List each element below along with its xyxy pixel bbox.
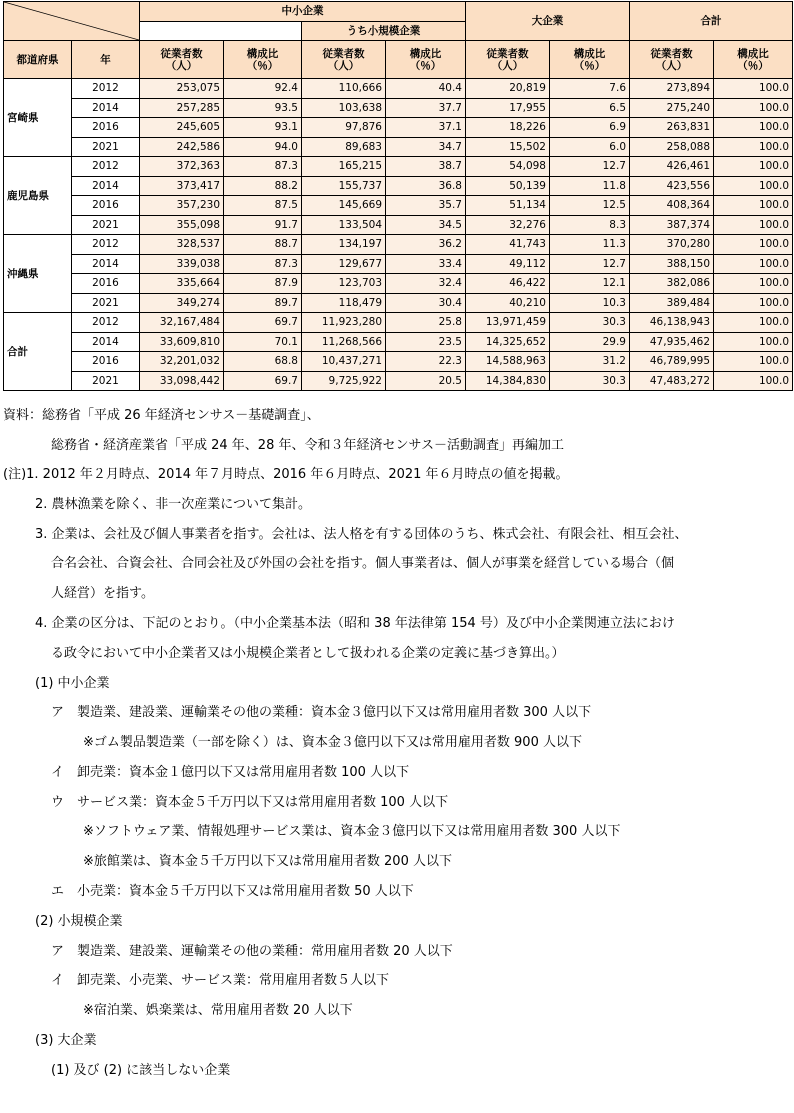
value-cell-small: 110,666 [302, 79, 386, 99]
header-employees-unit: （人） [327, 59, 360, 72]
value-cell-large: 32,276 [466, 215, 550, 235]
value-cell-sme-r: 93.1 [224, 118, 302, 138]
header-employees-unit: （人） [655, 59, 688, 72]
value-cell-total: 387,374 [630, 215, 714, 235]
value-cell-small: 103,638 [302, 98, 386, 118]
value-cell-sme: 372,363 [140, 157, 224, 177]
year-cell: 2012 [72, 313, 140, 333]
table-row [4, 79, 793, 99]
year-cell: 2021 [72, 215, 140, 235]
header-prefecture: 都道府県 [4, 41, 72, 79]
note-4a: 4. 企業の区分は、下記のとおり。（中小企業基本法（昭和 38 年法律第 154 号）及び中小企業関連立法におけ [35, 616, 675, 631]
value-cell-sme-r: 68.8 [224, 352, 302, 372]
note-2: 2. 農林漁業を除く、非一次産業について集計。 [35, 497, 312, 512]
year-cell: 2021 [72, 137, 140, 157]
value-cell-small-r: 30.4 [386, 293, 466, 313]
header-small-employees [302, 41, 386, 79]
value-cell-small-r: 37.1 [386, 118, 466, 138]
header-year: 年 [72, 41, 140, 79]
header-large-employees [466, 41, 550, 79]
value-cell-total-r: 100.0 [714, 332, 793, 352]
value-cell-large: 49,112 [466, 254, 550, 274]
value-cell-large: 13,971,459 [466, 313, 550, 333]
value-cell-large: 40,210 [466, 293, 550, 313]
value-cell-total: 382,086 [630, 274, 714, 294]
value-cell-small: 129,677 [302, 254, 386, 274]
value-cell-sme: 335,664 [140, 274, 224, 294]
year-cell: 2012 [72, 79, 140, 99]
year-cell: 2016 [72, 352, 140, 372]
header-large-ratio [550, 41, 630, 79]
value-cell-large-r: 30.3 [550, 371, 630, 391]
value-cell-total-r: 100.0 [714, 352, 793, 372]
value-cell-sme-r: 94.0 [224, 137, 302, 157]
year-cell: 2021 [72, 293, 140, 313]
value-cell-small: 97,876 [302, 118, 386, 138]
header-small-ratio [386, 41, 466, 79]
small-item-b-note: ※宿泊業、娯楽業は、常用雇用者数 20 人以下 [83, 1003, 353, 1018]
value-cell-sme-r: 88.7 [224, 235, 302, 255]
value-cell-large: 15,502 [466, 137, 550, 157]
value-cell-sme: 339,038 [140, 254, 224, 274]
value-cell-small-r: 33.4 [386, 254, 466, 274]
table-row [4, 235, 793, 255]
value-cell-sme-r: 87.3 [224, 254, 302, 274]
header-sme: 中小企業 [140, 2, 466, 22]
value-cell-small-r: 35.7 [386, 196, 466, 216]
value-cell-large: 51,134 [466, 196, 550, 216]
table-row [4, 352, 793, 372]
table-row [4, 98, 793, 118]
header-employees-unit: （人） [165, 59, 198, 72]
value-cell-large-r: 12.7 [550, 254, 630, 274]
value-cell-small: 118,479 [302, 293, 386, 313]
value-cell-total: 46,138,943 [630, 313, 714, 333]
header-total-ratio [714, 41, 793, 79]
header-ratio-label: 構成比 [409, 47, 442, 60]
value-cell-small: 11,923,280 [302, 313, 386, 333]
value-cell-sme: 245,605 [140, 118, 224, 138]
header-sme-employees [140, 41, 224, 79]
table-row [4, 371, 793, 391]
header-employees-label: 従業者数 [650, 47, 693, 60]
value-cell-large-r: 29.9 [550, 332, 630, 352]
sme-item-a: ア 製造業、建設業、運輸業その他の業種：資本金３億円以下又は常用雇用者数 300 人以下 [51, 705, 592, 720]
value-cell-small-r: 34.5 [386, 215, 466, 235]
value-cell-total: 388,150 [630, 254, 714, 274]
value-cell-sme-r: 87.9 [224, 274, 302, 294]
value-cell-total-r: 100.0 [714, 118, 793, 138]
header-sme-ratio [224, 41, 302, 79]
value-cell-large: 20,819 [466, 79, 550, 99]
value-cell-small-r: 20.5 [386, 371, 466, 391]
header-employees-unit: （人） [491, 59, 524, 72]
sme-item-a-note: ※ゴム製品製造業（一部を除く）は、資本金３億円以下又は常用雇用者数 900 人以下 [83, 735, 582, 750]
value-cell-large: 41,743 [466, 235, 550, 255]
table-row [4, 137, 793, 157]
value-cell-total: 47,483,272 [630, 371, 714, 391]
corner-diagonal [4, 2, 139, 40]
year-cell: 2014 [72, 98, 140, 118]
value-cell-large: 14,325,652 [466, 332, 550, 352]
value-cell-total: 389,484 [630, 293, 714, 313]
header-large: 大企業 [466, 2, 630, 41]
value-cell-total: 423,556 [630, 176, 714, 196]
value-cell-total-r: 100.0 [714, 235, 793, 255]
note-4b: る政令において中小企業者又は小規模企業者として扱われる企業の定義に基づき算出。） [51, 646, 565, 661]
value-cell-total: 426,461 [630, 157, 714, 177]
header-ratio-unit: （％） [246, 59, 279, 72]
header-ratio-label: 構成比 [737, 47, 769, 60]
prefecture-cell: 合計 [4, 313, 72, 391]
value-cell-small: 165,215 [302, 157, 386, 177]
year-cell: 2014 [72, 254, 140, 274]
value-cell-sme-r: 69.7 [224, 313, 302, 333]
table-row [4, 157, 793, 177]
value-cell-total-r: 100.0 [714, 196, 793, 216]
header-employees-label: 従業者数 [160, 47, 203, 60]
note-3a: 3. 企業は、会社及び個人事業者を指す。会社は、法人格を有する団体のうち、株式会社、有限会社、相互会社、 [35, 527, 688, 542]
value-cell-large-r: 6.5 [550, 98, 630, 118]
value-cell-sme-r: 92.4 [224, 79, 302, 99]
corner-cell [4, 2, 140, 41]
value-cell-sme-r: 70.1 [224, 332, 302, 352]
value-cell-large: 54,098 [466, 157, 550, 177]
header-total-employees [630, 41, 714, 79]
sme-item-c-note-1: ※ソフトウェア業、情報処理サービス業は、資本金３億円以下又は常用雇用者数 300 人以下 [83, 824, 621, 839]
value-cell-sme-r: 88.2 [224, 176, 302, 196]
year-cell: 2014 [72, 176, 140, 196]
table-row [4, 118, 793, 138]
value-cell-total-r: 100.0 [714, 274, 793, 294]
value-cell-large-r: 7.6 [550, 79, 630, 99]
value-cell-total-r: 100.0 [714, 371, 793, 391]
value-cell-large-r: 8.3 [550, 215, 630, 235]
value-cell-total-r: 100.0 [714, 293, 793, 313]
section-sme: (1) 中小企業 [35, 676, 110, 691]
value-cell-small: 9,725,922 [302, 371, 386, 391]
note-3b: 合名会社、合資会社、合同会社及び外国の会社を指す。個人事業者は、個人が事業を経営している場合（個 [51, 556, 674, 571]
value-cell-sme-r: 93.5 [224, 98, 302, 118]
value-cell-total-r: 100.0 [714, 176, 793, 196]
value-cell-small-r: 37.7 [386, 98, 466, 118]
year-cell: 2016 [72, 118, 140, 138]
prefecture-cell: 宮崎県 [4, 79, 72, 157]
value-cell-sme: 373,417 [140, 176, 224, 196]
value-cell-large: 14,384,830 [466, 371, 550, 391]
sme-item-b: イ 卸売業：資本金１億円以下又は常用雇用者数 100 人以下 [51, 765, 410, 780]
header-ratio-unit: （％） [409, 59, 442, 72]
value-cell-large-r: 31.2 [550, 352, 630, 372]
value-cell-sme: 32,201,032 [140, 352, 224, 372]
value-cell-small: 10,437,271 [302, 352, 386, 372]
year-cell: 2014 [72, 332, 140, 352]
value-cell-small-r: 23.5 [386, 332, 466, 352]
header-ratio-unit: （％） [573, 59, 606, 72]
section-small: (2) 小規模企業 [35, 914, 123, 929]
value-cell-sme-r: 69.7 [224, 371, 302, 391]
table-row [4, 313, 793, 333]
employment-table [3, 1, 793, 391]
value-cell-total: 47,935,462 [630, 332, 714, 352]
value-cell-total: 258,088 [630, 137, 714, 157]
header-employees-label: 従業者数 [486, 47, 529, 60]
value-cell-small-r: 40.4 [386, 79, 466, 99]
value-cell-small: 155,737 [302, 176, 386, 196]
value-cell-small: 134,197 [302, 235, 386, 255]
value-cell-total-r: 100.0 [714, 79, 793, 99]
table-row [4, 254, 793, 274]
value-cell-large-r: 11.8 [550, 176, 630, 196]
table-row [4, 215, 793, 235]
value-cell-sme: 33,098,442 [140, 371, 224, 391]
sme-item-d: エ 小売業：資本金５千万円以下又は常用雇用者数 50 人以下 [51, 884, 414, 899]
value-cell-total: 273,894 [630, 79, 714, 99]
value-cell-total-r: 100.0 [714, 137, 793, 157]
value-cell-small-r: 25.8 [386, 313, 466, 333]
note-1: (注)1. 2012 年２月時点、2014 年７月時点、2016 年６月時点、2021 年６月時点の値を掲載。 [3, 467, 569, 482]
table-body [4, 79, 793, 391]
source-line-2: 総務省・経済産業省「平成 24 年、28 年、令和３年経済センサス－活動調査」再編加工 [51, 438, 564, 453]
year-cell: 2012 [72, 235, 140, 255]
sme-item-c-note-2: ※旅館業は、資本金５千万円以下又は常用雇用者数 200 人以下 [83, 854, 452, 869]
header-sme-blank [140, 21, 302, 41]
value-cell-total: 263,831 [630, 118, 714, 138]
value-cell-small: 123,703 [302, 274, 386, 294]
header-ratio-unit: （％） [737, 59, 769, 72]
value-cell-small: 89,683 [302, 137, 386, 157]
value-cell-large-r: 6.9 [550, 118, 630, 138]
value-cell-large-r: 11.3 [550, 235, 630, 255]
value-cell-small-r: 34.7 [386, 137, 466, 157]
value-cell-small-r: 36.8 [386, 176, 466, 196]
small-item-a: ア 製造業、建設業、運輸業その他の業種：常用雇用者数 20 人以下 [51, 944, 453, 959]
value-cell-sme-r: 89.7 [224, 293, 302, 313]
value-cell-sme: 349,274 [140, 293, 224, 313]
value-cell-large: 46,422 [466, 274, 550, 294]
table-row [4, 332, 793, 352]
value-cell-small-r: 32.4 [386, 274, 466, 294]
value-cell-large: 18,226 [466, 118, 550, 138]
header-ratio-label: 構成比 [573, 47, 606, 60]
prefecture-cell: 沖縄県 [4, 235, 72, 313]
value-cell-total: 46,789,995 [630, 352, 714, 372]
value-cell-large-r: 10.3 [550, 293, 630, 313]
value-cell-small-r: 22.3 [386, 352, 466, 372]
value-cell-large-r: 6.0 [550, 137, 630, 157]
table-row [4, 274, 793, 294]
value-cell-total-r: 100.0 [714, 215, 793, 235]
source-line-1: 資料：総務省「平成 26 年経済センサス－基礎調査」、 [3, 408, 320, 423]
value-cell-sme: 328,537 [140, 235, 224, 255]
value-cell-small-r: 36.2 [386, 235, 466, 255]
value-cell-sme-r: 87.3 [224, 157, 302, 177]
year-cell: 2021 [72, 371, 140, 391]
value-cell-sme: 357,230 [140, 196, 224, 216]
year-cell: 2012 [72, 157, 140, 177]
value-cell-total: 408,364 [630, 196, 714, 216]
value-cell-sme: 33,609,810 [140, 332, 224, 352]
value-cell-sme: 253,075 [140, 79, 224, 99]
value-cell-total-r: 100.0 [714, 254, 793, 274]
value-cell-total-r: 100.0 [714, 313, 793, 333]
value-cell-large: 14,588,963 [466, 352, 550, 372]
header-total: 合計 [630, 2, 793, 41]
value-cell-large-r: 30.3 [550, 313, 630, 333]
section-large: (3) 大企業 [35, 1033, 97, 1048]
value-cell-small: 11,268,566 [302, 332, 386, 352]
large-item: (1) 及び (2) に該当しない企業 [51, 1063, 231, 1078]
value-cell-sme: 32,167,484 [140, 313, 224, 333]
value-cell-total: 370,280 [630, 235, 714, 255]
value-cell-total-r: 100.0 [714, 98, 793, 118]
value-cell-small-r: 38.7 [386, 157, 466, 177]
note-3c: 人経営）を指す。 [51, 586, 154, 601]
value-cell-large: 50,139 [466, 176, 550, 196]
header-small-within: うち小規模企業 [302, 21, 466, 41]
value-cell-sme: 257,285 [140, 98, 224, 118]
year-cell: 2016 [72, 274, 140, 294]
table-row [4, 196, 793, 216]
value-cell-total-r: 100.0 [714, 157, 793, 177]
value-cell-total: 275,240 [630, 98, 714, 118]
table-row [4, 176, 793, 196]
header-ratio-label: 構成比 [246, 47, 279, 60]
value-cell-sme: 355,098 [140, 215, 224, 235]
value-cell-small: 133,504 [302, 215, 386, 235]
prefecture-cell: 鹿児島県 [4, 157, 72, 235]
sme-item-c: ウ サービス業：資本金５千万円以下又は常用雇用者数 100 人以下 [51, 795, 449, 810]
value-cell-sme-r: 87.5 [224, 196, 302, 216]
value-cell-large-r: 12.7 [550, 157, 630, 177]
value-cell-large-r: 12.5 [550, 196, 630, 216]
value-cell-sme: 242,586 [140, 137, 224, 157]
table-row [4, 293, 793, 313]
header-employees-label: 従業者数 [322, 47, 365, 60]
value-cell-sme-r: 91.7 [224, 215, 302, 235]
value-cell-large: 17,955 [466, 98, 550, 118]
small-item-b: イ 卸売業、小売業、サービス業：常用雇用者数５人以下 [51, 973, 390, 988]
value-cell-small: 145,669 [302, 196, 386, 216]
year-cell: 2016 [72, 196, 140, 216]
value-cell-large-r: 12.1 [550, 274, 630, 294]
